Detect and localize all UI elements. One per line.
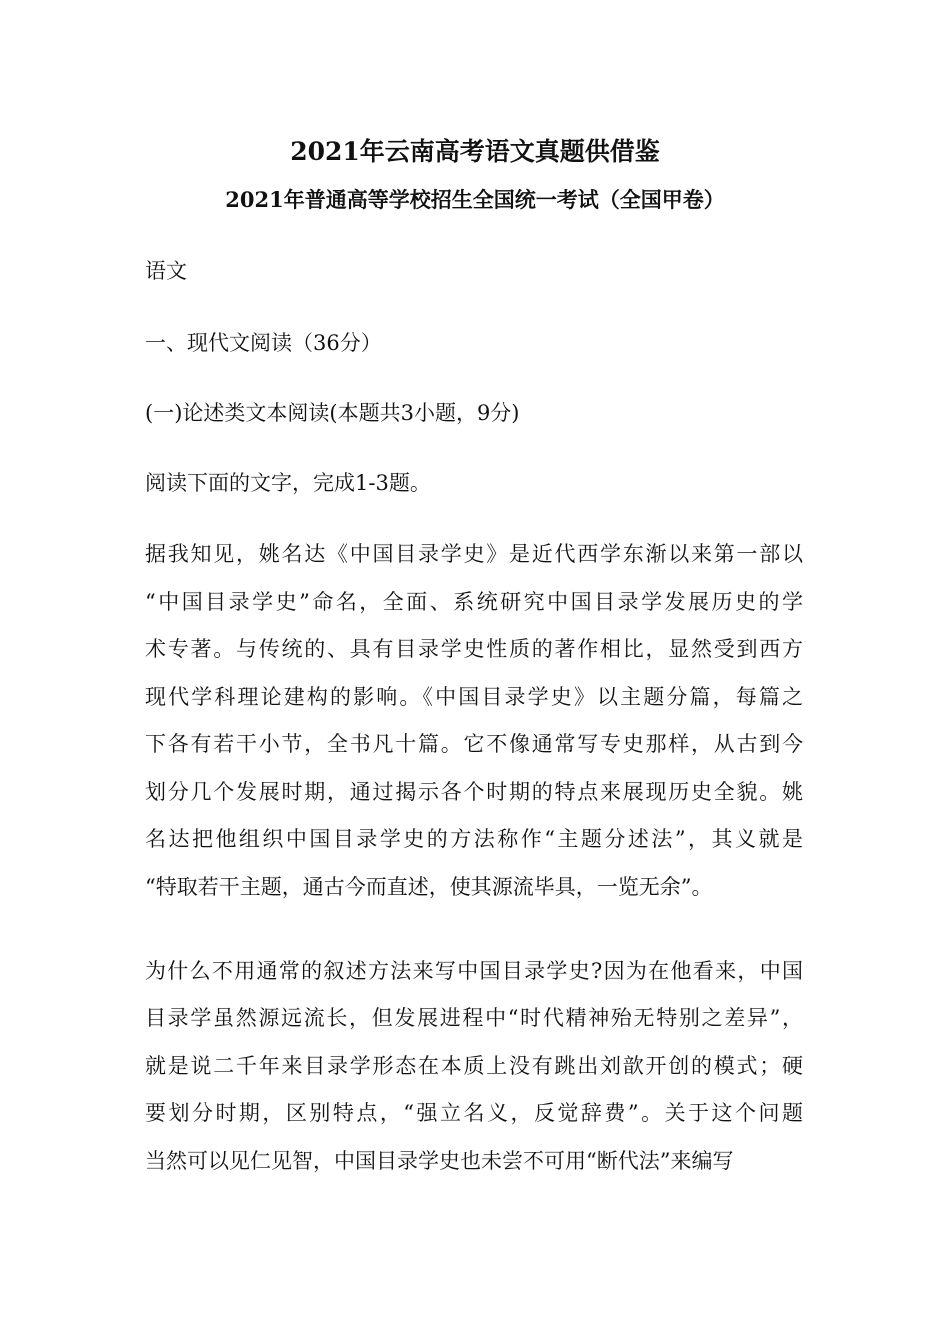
paragraph-line: 下各有若干小节，全书凡十篇。它不像通常写专史那样，从古到今: [145, 732, 803, 756]
instruction-text: 阅读下面的文字，完成1-3题。: [145, 471, 431, 495]
paragraph-line: 据我知见，姚名达《中国目录学史》是近代西学东渐以来第一部以: [145, 542, 803, 566]
paragraph-line: 目录学虽然源远流长，但发展进程中“时代精神殆无特别之差异”，: [145, 1006, 803, 1030]
paragraph-line: “特取若干主题，通古今而直述，使其源流毕具，一览无余”。: [145, 875, 713, 899]
subject-label: 语文: [145, 259, 187, 283]
paragraph-line: 当然可以见仁见智，中国目录学史也未尝不可用“断代法”来编写: [145, 1149, 734, 1173]
section-heading: 一、现代文阅读（36分）: [145, 331, 382, 355]
document-subtitle: 2021年普通高等学校招生全国统一考试（全国甲卷）: [225, 187, 725, 212]
paragraph-line: 术专著。与传统的、具有目录学史性质的著作相比，显然受到西方: [145, 637, 803, 661]
subsection-heading: (一)论述类文本阅读(本题共3小题，9分): [145, 401, 520, 425]
paragraph-line: “中国目录学史”命名，全面、系统研究中国目录学发展历史的学: [145, 590, 803, 614]
paragraph-line: 划分几个发展时期，通过揭示各个时期的特点来展现历史全貌。姚: [145, 780, 803, 804]
document-title: 2021年云南高考语文真题供借鉴: [290, 137, 660, 166]
paragraph-line: 就是说二千年来目录学形态在本质上没有跳出刘歆开创的模式；硬: [145, 1054, 803, 1078]
paragraph-line: 现代学科理论建构的影响。《中国目录学史》以主题分篇，每篇之: [145, 685, 803, 709]
paragraph-line: 名达把他组织中国目录学史的方法称作“主题分述法”，其义就是: [145, 827, 803, 851]
paragraph-line: 要划分时期，区别特点，“强立名义，反觉辞费”。关于这个问题: [145, 1101, 803, 1125]
paragraph-line: 为什么不用通常的叙述方法来写中国目录学史?因为在他看来，中国: [145, 959, 803, 983]
